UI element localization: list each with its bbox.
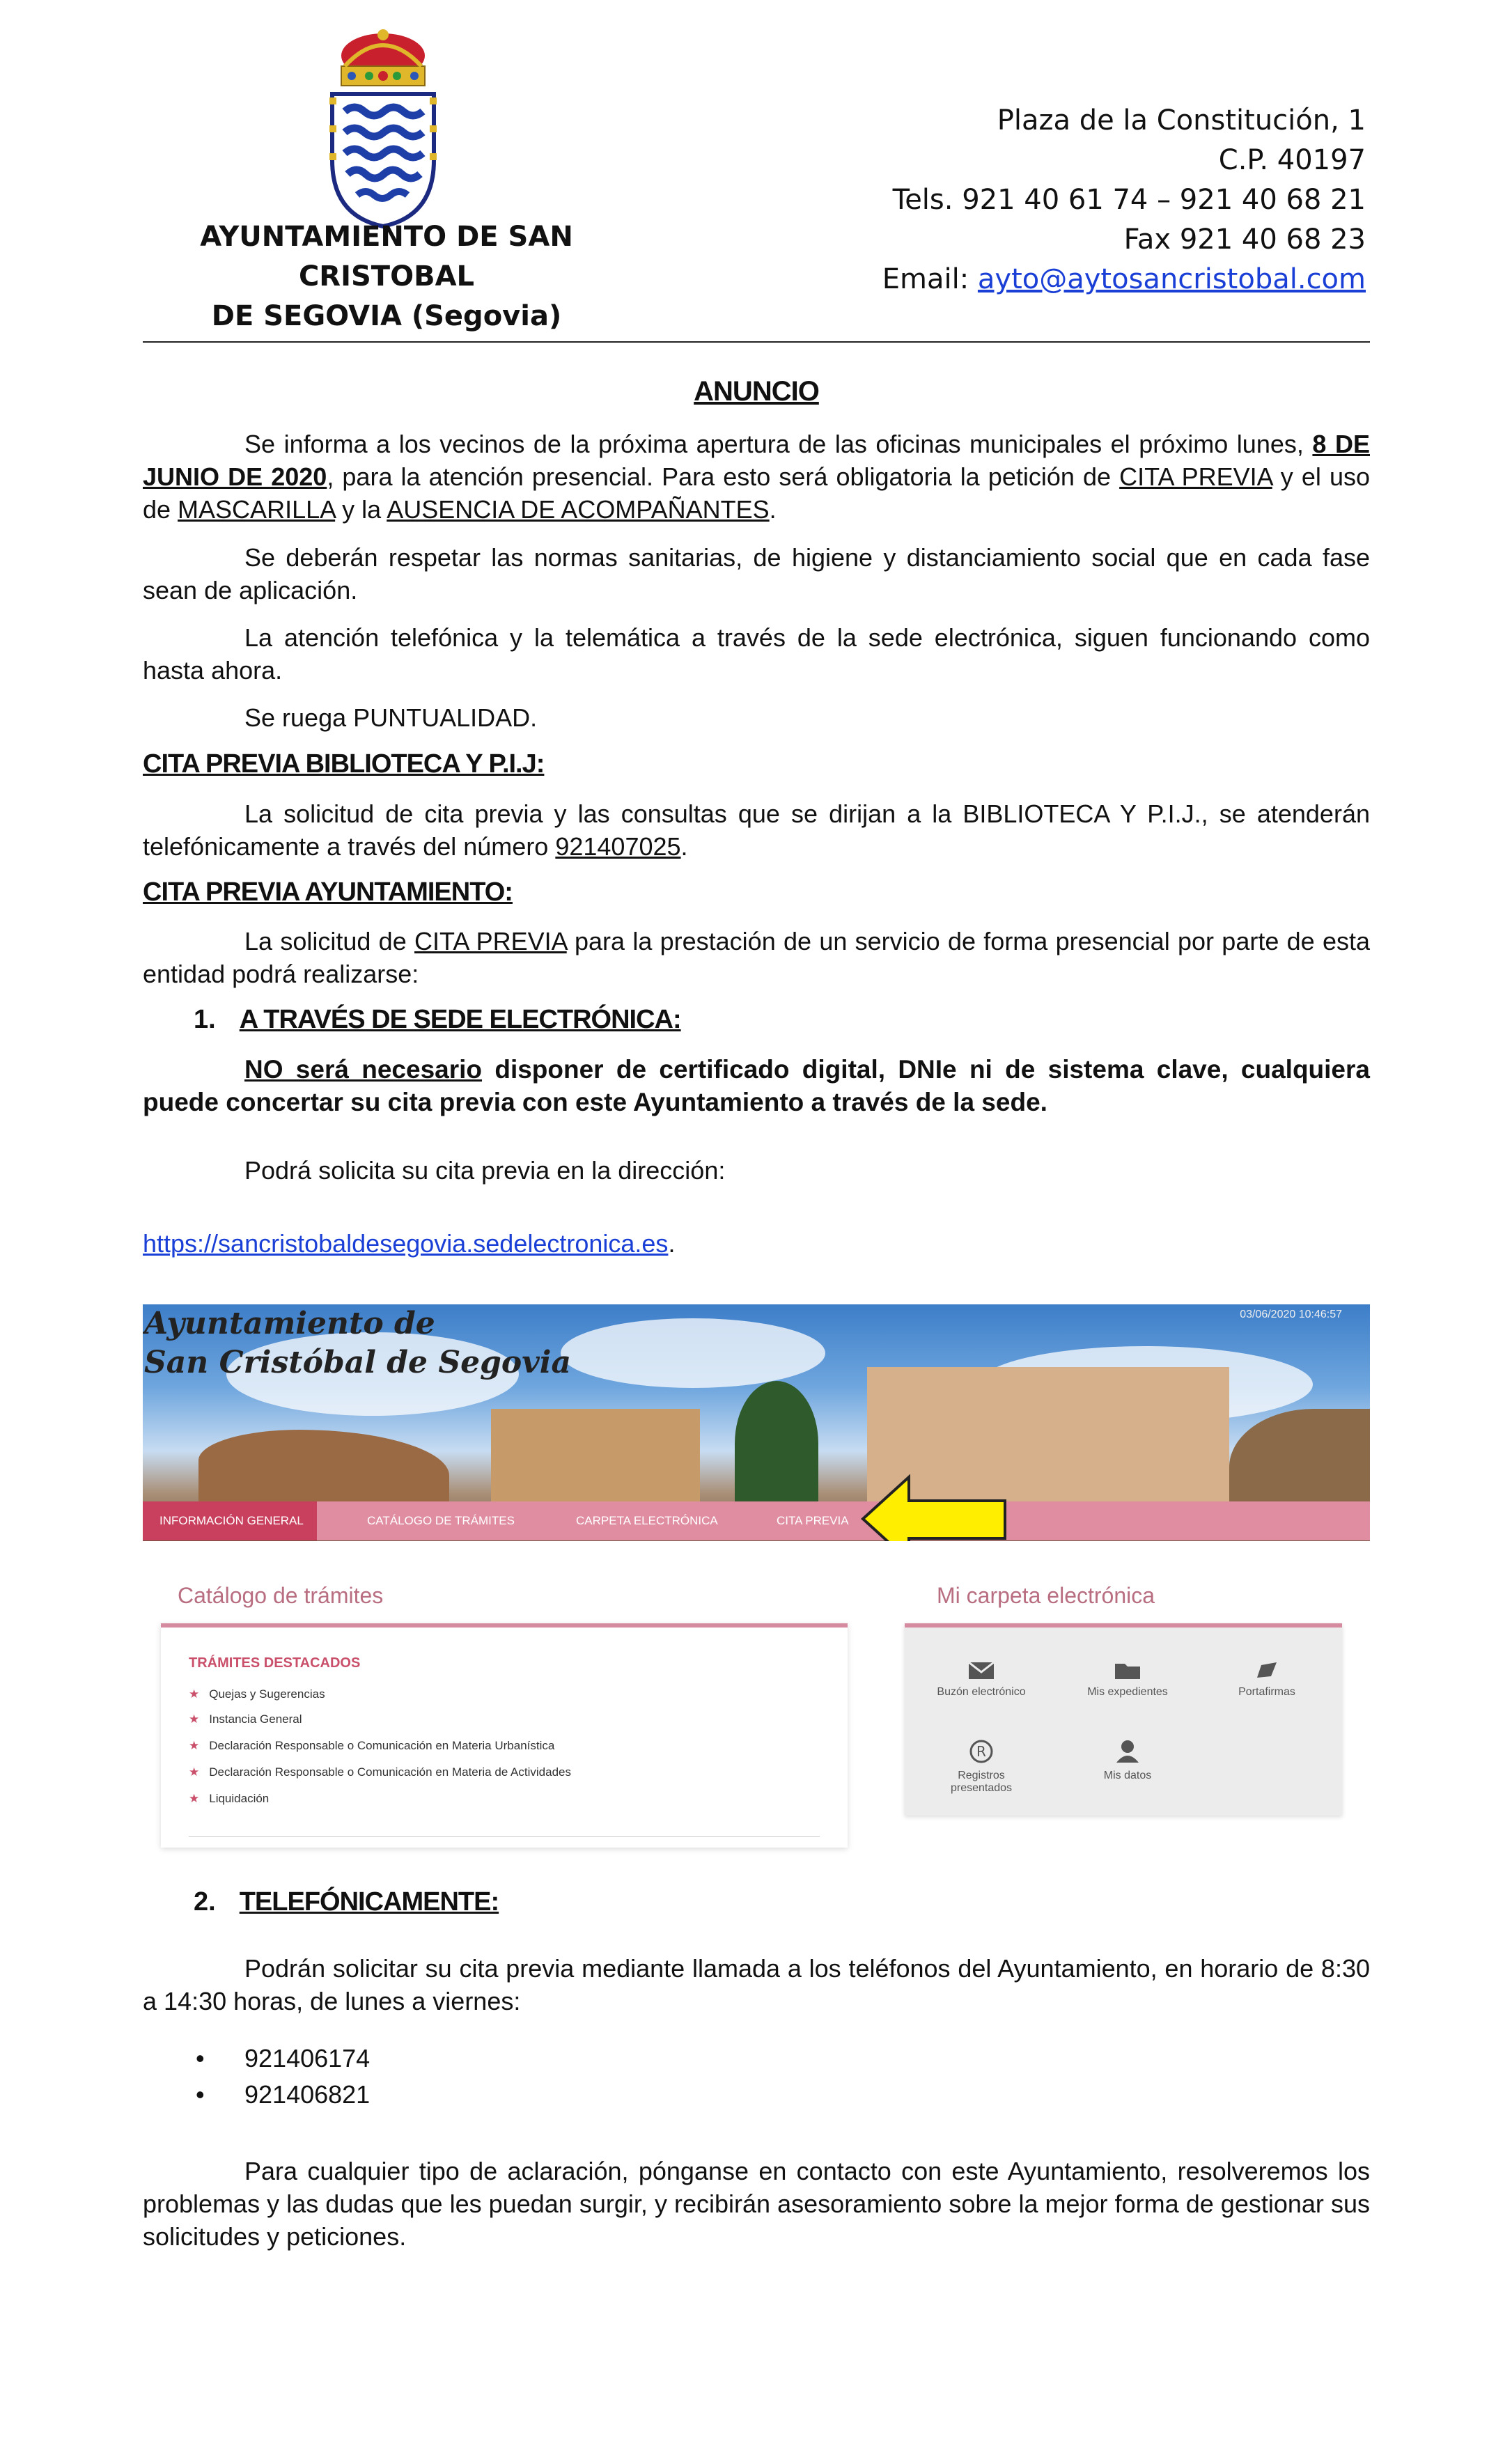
email-link[interactable]: ayto@aytosancristobal.com	[977, 263, 1366, 295]
p6-text-b: para la prestación de un servicio de forma presencial por parte de esta entidad podrá realizarse:	[143, 927, 1371, 988]
paragraph-address-intro: Podrá solicita su cita previa en la dirección:	[244, 1156, 726, 1185]
p5-text-b: .	[680, 832, 688, 861]
star-icon: ★	[189, 1739, 200, 1752]
reopening-date: 8 DE JUNIO DE 2020	[143, 430, 1370, 491]
paragraph-ayuntamiento	[143, 925, 1370, 990]
nav-catalogo-tramites[interactable]: CATÁLOGO DE TRÁMITES	[367, 1514, 515, 1527]
nav-carpeta-electronica[interactable]: CARPETA ELECTRÓNICA	[576, 1514, 718, 1527]
banner-title-line-1: Ayuntamiento de	[144, 1306, 435, 1341]
item-1-heading	[194, 1005, 681, 1035]
email-line	[882, 260, 1366, 299]
header-divider	[143, 341, 1370, 343]
tramite-item[interactable]: ★ Declaración Responsable o Comunicación en Materia Urbanística	[189, 1739, 555, 1752]
phone-list	[143, 2040, 370, 2113]
email-label: Email:	[882, 263, 978, 295]
p7-text: disponer de certificado digital, DNIe ni de sistema clave, cualquiera puede concertar su cita previa con este Ayuntamiento a través de la sede.	[143, 1055, 1370, 1116]
mascarilla-term: MASCARILLA	[178, 495, 336, 524]
tramite-item[interactable]: ★ Liquidación	[189, 1792, 270, 1805]
p1-text-b: , para la atención presencial. Para esto será obligatoria la petición de	[327, 462, 1120, 491]
tramite-item[interactable]: ★ Quejas y Sugerencias	[189, 1687, 325, 1701]
buzon-electronico-item[interactable]: Buzón electrónico	[912, 1661, 1051, 1699]
paragraph-sanitary-rules: Se deberán respetar las normas sanitarias, de higiene y distanciamiento social que en cada fase sean de aplicación.	[143, 543, 1370, 604]
item-2-number: 2.	[194, 1887, 216, 1917]
star-icon: ★	[189, 1687, 200, 1701]
sede-nav-bar	[143, 1501, 1370, 1540]
tramite-item[interactable]: ★ Instancia General	[189, 1712, 302, 1726]
item-1-number: 1.	[194, 1005, 216, 1034]
mail-icon	[967, 1661, 995, 1680]
sede-electronica-screenshot	[143, 1304, 1370, 1843]
paragraph-closing: Para cualquier tipo de aclaración, pónganse en contacto con este Ayuntamiento, resolveremos los problemas y las dudas que les puedan surgir, y recibirán asesoramiento sobre la mejor forma de gestionar sus solicitudes y peticiones.	[143, 2157, 1370, 2251]
paragraph-biblioteca	[143, 797, 1370, 863]
star-icon: ★	[189, 1765, 200, 1779]
paragraph-phone-hours: Podrán solicitar su cita previa mediante llamada a los teléfonos del Ayuntamiento, en horario de 8:30 a 14:30 horas, de lunes a viernes:	[143, 1954, 1370, 2015]
nav-cita-previa[interactable]: CITA PREVIA	[777, 1514, 849, 1527]
item-2-label: TELEFÓNICAMENTE:	[239, 1887, 499, 1917]
registros-presentados-item[interactable]: R Registros presentados	[912, 1739, 1051, 1795]
registered-icon	[967, 1739, 995, 1764]
bullet-icon: •	[196, 2080, 205, 2109]
pointer-arrow-icon	[860, 1474, 1008, 1541]
svg-text:R: R	[976, 1743, 986, 1760]
nav-informacion-general[interactable]: INFORMACIÓN GENERAL	[143, 1501, 317, 1540]
no-necesario-term: NO será necesario	[244, 1055, 483, 1084]
p1-text-a: Se informa a los vecinos de la próxima apertura de las oficinas municipales el próximo lunes,	[244, 430, 1313, 458]
item-2-heading	[194, 1887, 499, 1917]
p1-text-e: .	[769, 495, 777, 524]
heading-ayuntamiento: CITA PREVIA AYUNTAMIENTO:	[143, 877, 513, 907]
p1-text-c: y el uso de	[143, 462, 1371, 524]
fax-number: Fax 921 40 68 23	[1123, 224, 1366, 256]
catalog-card	[161, 1623, 848, 1848]
star-icon: ★	[189, 1712, 200, 1726]
list-item	[143, 2077, 370, 2113]
phone-numbers: Tels. 921 40 61 74 – 921 40 68 21	[892, 184, 1366, 216]
portafirmas-item[interactable]: Portafirmas	[1197, 1661, 1336, 1699]
tramites-destacados-title: TRÁMITES DESTACADOS	[189, 1655, 361, 1671]
cita-previa-term: CITA PREVIA	[1119, 462, 1272, 491]
bullet-icon: •	[196, 2044, 205, 2073]
paragraph-opening	[143, 428, 1370, 526]
paragraph-punctuality: Se ruega PUNTUALIDAD.	[244, 703, 538, 732]
org-line-2: DE SEGOVIA (Segovia)	[211, 300, 562, 332]
item-1-label: A TRAVÉS DE SEDE ELECTRÓNICA:	[239, 1005, 681, 1034]
paragraph-telematic: La atención telefónica y la telemática a través de la sede electrónica, siguen funcionando como hasta ahora.	[143, 623, 1370, 685]
cita-previa-term: CITA PREVIA	[414, 927, 567, 955]
organization-name	[143, 217, 630, 336]
ausencia-term: AUSENCIA DE ACOMPAÑANTES	[387, 495, 770, 524]
banner-title-line-2: San Cristóbal de Segovia	[144, 1345, 572, 1380]
sede-url-line	[143, 1227, 1370, 1260]
sede-electronica-link[interactable]: https://sancristobaldesegovia.sedelectronica.es	[143, 1229, 669, 1258]
postal-code: C.P. 40197	[1218, 144, 1366, 176]
signature-icon	[1253, 1661, 1281, 1680]
p6-text-a: La solicitud de	[244, 927, 414, 955]
sede-banner	[143, 1304, 1370, 1541]
phone-number: 921406821	[244, 2080, 371, 2109]
carpeta-title: Mi carpeta electrónica	[937, 1583, 1155, 1608]
paragraph-no-certificate	[143, 1053, 1370, 1118]
tramite-item[interactable]: ★ Declaración Responsable o Comunicación en Materia de Actividades	[189, 1765, 571, 1779]
biblioteca-phone: 921407025	[555, 832, 681, 861]
page-title: ANUNCIO	[694, 376, 819, 407]
address: Plaza de la Constitución, 1	[997, 104, 1366, 136]
banner-date: 03/06/2020 10:46:57	[1240, 1309, 1342, 1320]
carpeta-card	[905, 1623, 1342, 1816]
folder-icon	[1114, 1661, 1141, 1680]
list-item	[143, 2040, 370, 2077]
url-period: .	[668, 1229, 676, 1258]
catalog-title: Catálogo de trámites	[178, 1583, 384, 1608]
phone-number: 921406174	[244, 2044, 371, 2073]
coat-of-arms-logo	[324, 28, 442, 230]
contact-block	[882, 101, 1366, 299]
user-icon	[1114, 1739, 1141, 1764]
p1-text-d: y la	[335, 495, 387, 524]
star-icon: ★	[189, 1792, 200, 1805]
heading-biblioteca: CITA PREVIA BIBLIOTECA Y P.I.J:	[143, 749, 545, 779]
mis-datos-item[interactable]: Mis datos	[1058, 1739, 1197, 1782]
p5-text-a: La solicitud de cita previa y las consultas que se dirijan a la BIBLIOTECA Y P.I.J., se atenderán telefónicamente a través del número	[143, 799, 1370, 861]
mis-expedientes-item[interactable]: Mis expedientes	[1058, 1661, 1197, 1699]
org-line-1: AYUNTAMIENTO DE SAN CRISTOBAL	[200, 221, 573, 292]
